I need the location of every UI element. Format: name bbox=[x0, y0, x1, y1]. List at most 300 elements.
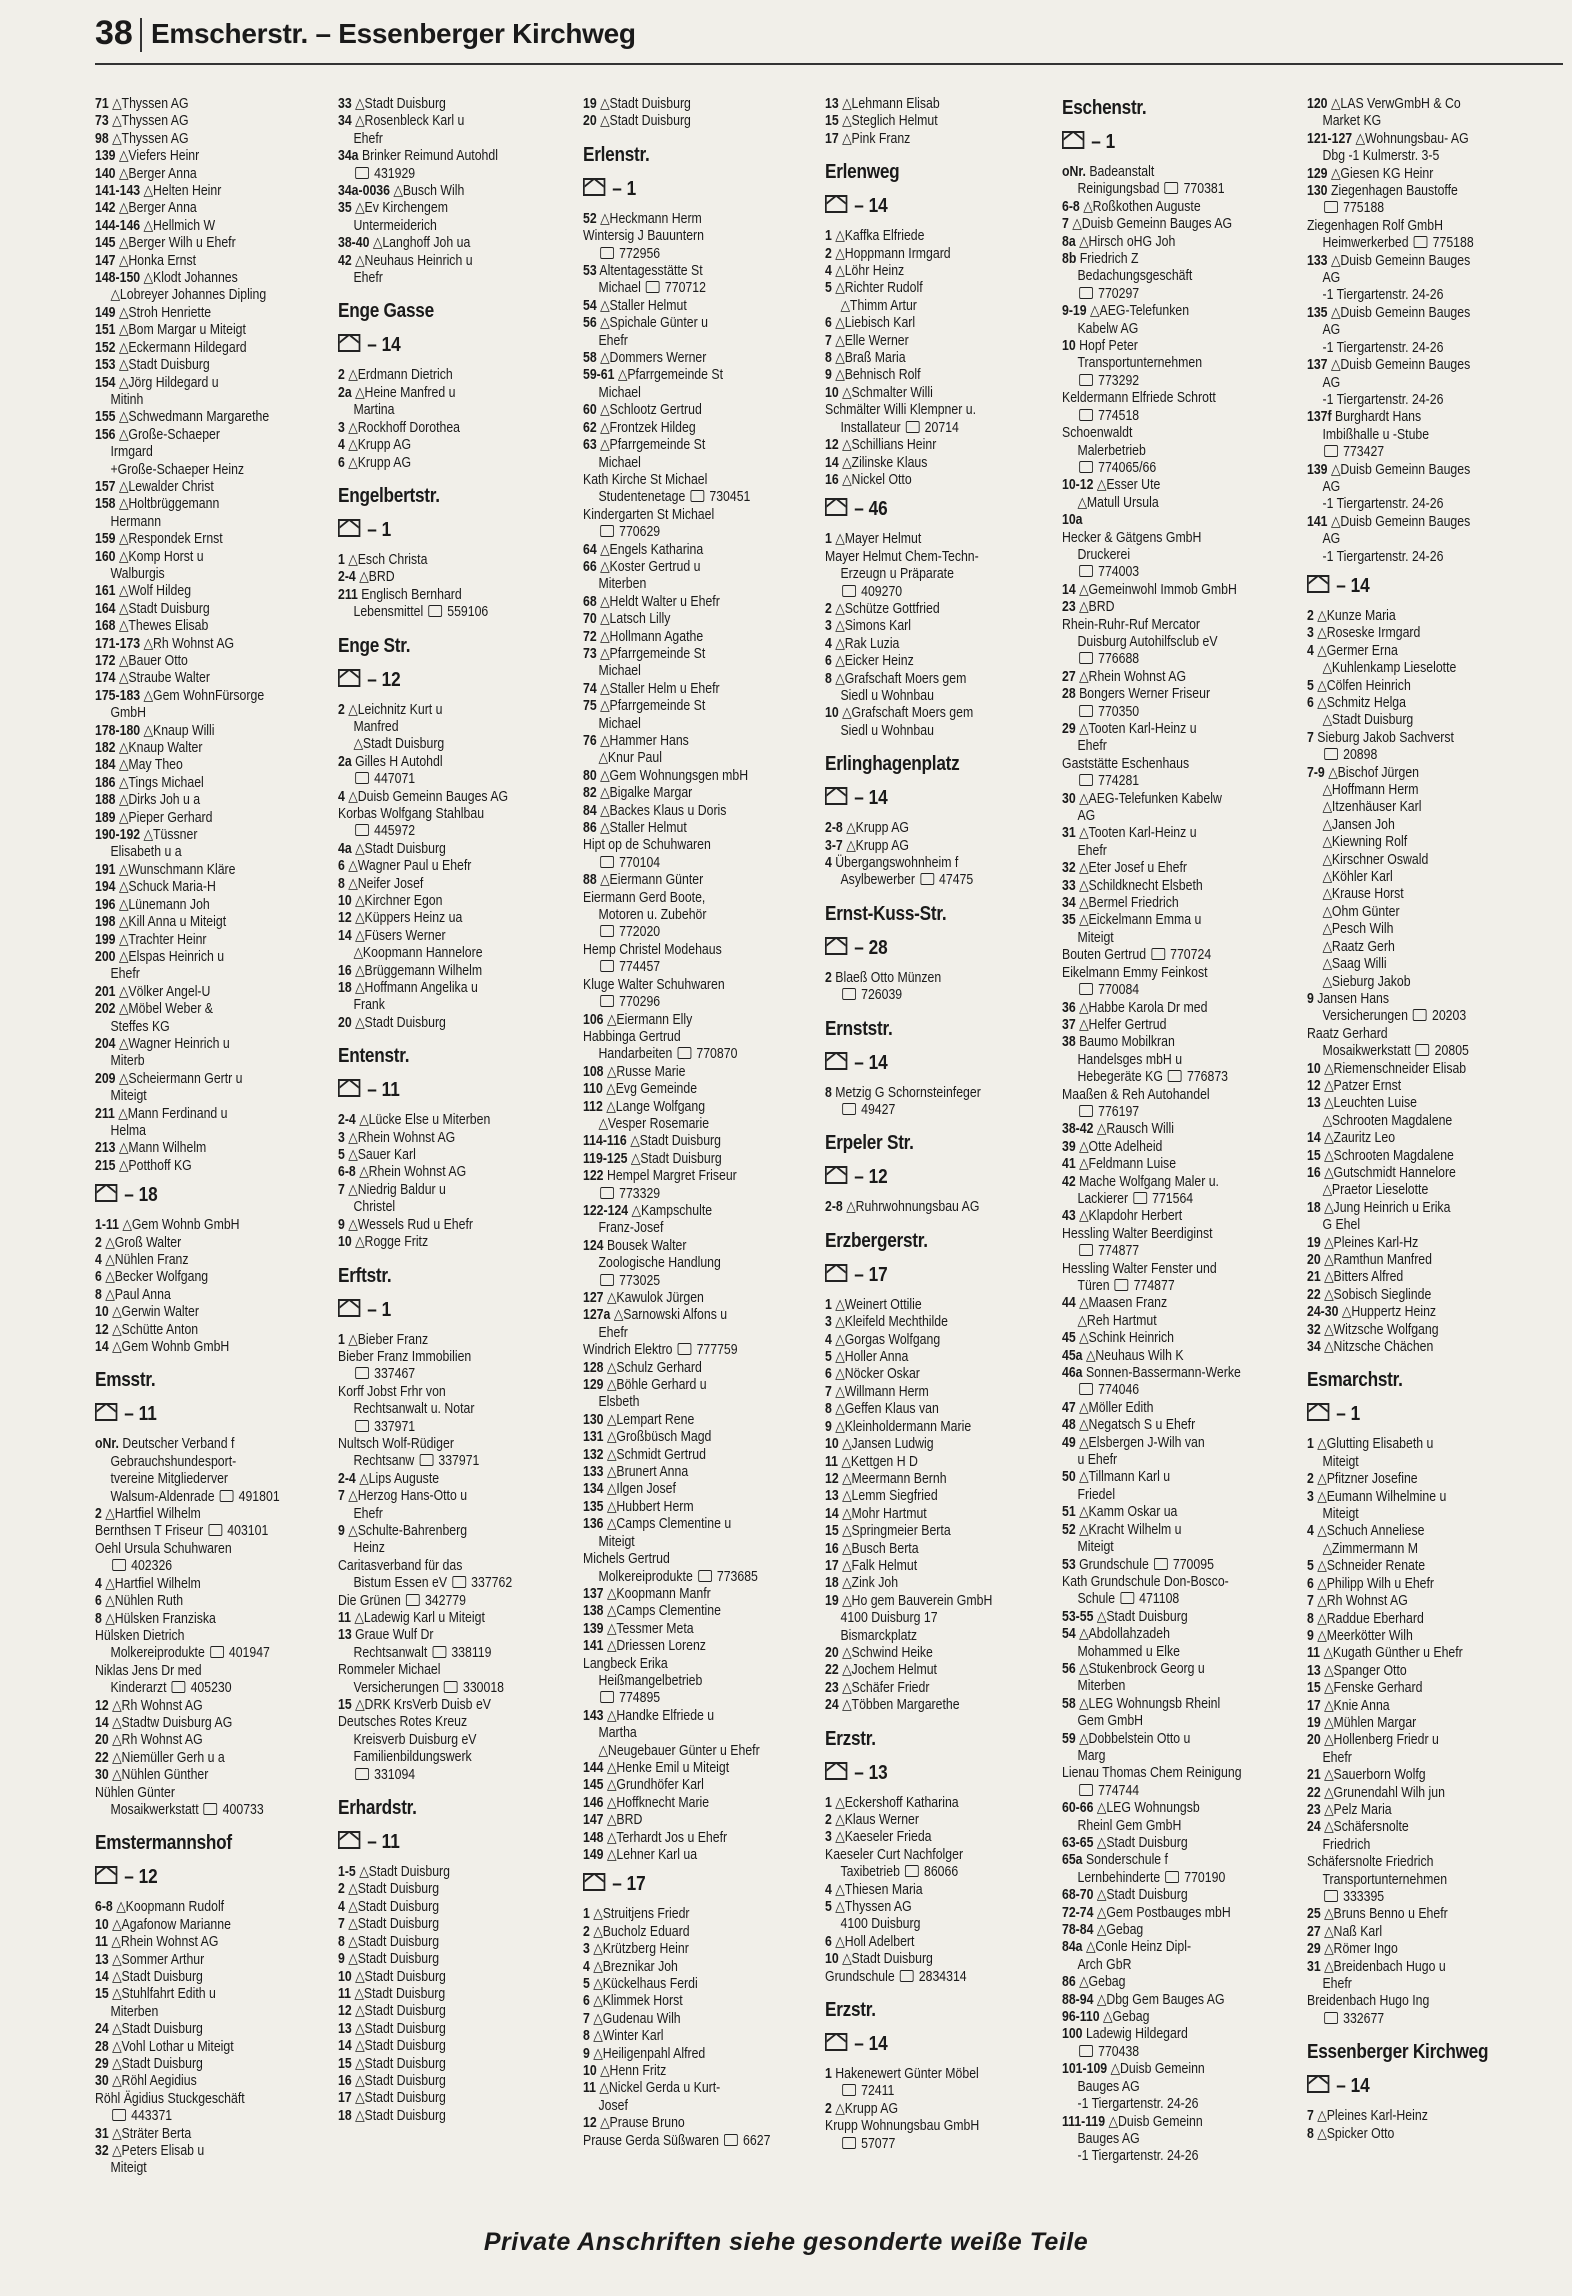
phone-number: 777759 bbox=[696, 1342, 738, 1359]
directory-entry bbox=[95, 1489, 291, 1506]
directory-entry bbox=[825, 549, 1021, 566]
house-number: 30 bbox=[95, 1767, 109, 1784]
entry-name: △Schwedmann Margarethe bbox=[118, 409, 270, 426]
directory-entry bbox=[825, 671, 1021, 688]
directory-entry bbox=[338, 385, 534, 402]
entry-continuation: -1 Tiergartenstr. 24-26 bbox=[1322, 339, 1444, 356]
directory-entry bbox=[1307, 1698, 1503, 1715]
house-number: 143 bbox=[583, 1707, 604, 1724]
directory-entry bbox=[95, 392, 291, 409]
envelope-icon bbox=[583, 1873, 605, 1891]
entry-name: △Spichale Günter u bbox=[600, 315, 708, 332]
house-number: 200 bbox=[95, 948, 116, 965]
directory-entry bbox=[1307, 2126, 1503, 2143]
directory-entry bbox=[825, 1314, 1021, 1331]
house-number: 23 bbox=[1062, 599, 1076, 616]
house-number: 144 bbox=[583, 1759, 604, 1776]
directory-entry bbox=[583, 298, 779, 315]
house-number: 62 bbox=[583, 419, 597, 436]
entry-name: Deutscher Verband f bbox=[122, 1436, 235, 1453]
directory-entry bbox=[825, 723, 1021, 740]
directory-entry bbox=[1062, 1974, 1258, 1991]
house-number: 2 bbox=[825, 600, 832, 617]
directory-entry bbox=[825, 584, 1021, 601]
entry-continuation: Familienbildungswerk bbox=[353, 1749, 472, 1766]
entry-name: △Schildknecht Elsbeth bbox=[1079, 877, 1203, 894]
directory-entry bbox=[1307, 1906, 1503, 1923]
directory-entry bbox=[1062, 2061, 1258, 2078]
entry-name: △Staller Helmut bbox=[600, 297, 687, 314]
entry-name: △Stadt Duisburg bbox=[354, 1985, 446, 2002]
directory-entry bbox=[95, 305, 291, 322]
entry-name: Kath Kirche St Michael bbox=[583, 471, 708, 488]
directory-entry bbox=[583, 367, 779, 384]
directory-entry bbox=[1062, 408, 1258, 425]
entry-name: Friedrich Z bbox=[1079, 251, 1139, 268]
phone-icon bbox=[112, 2109, 126, 2121]
directory-entry bbox=[1062, 199, 1258, 216]
house-number: 2 bbox=[825, 245, 832, 262]
house-number: 101-109 bbox=[1062, 2061, 1108, 2078]
directory-entry bbox=[338, 945, 534, 962]
directory-entry bbox=[825, 1199, 1021, 1216]
entry-name: △Brunert Anna bbox=[606, 1464, 689, 1481]
entry-name: △Rausch Willi bbox=[1096, 1121, 1174, 1138]
envelope-icon bbox=[825, 1264, 847, 1282]
directory-entry bbox=[338, 1366, 534, 1383]
directory-entry bbox=[583, 1481, 779, 1498]
directory-entry bbox=[95, 1322, 291, 1339]
phone-number: 770438 bbox=[1098, 2043, 1140, 2060]
entry-name: △Römer Ingo bbox=[1324, 1941, 1398, 1958]
house-number: 14 bbox=[1307, 1130, 1321, 1147]
house-number: 201 bbox=[95, 983, 116, 1000]
postal-district: – 1 bbox=[1307, 1402, 1503, 1426]
directory-entry bbox=[825, 385, 1021, 402]
directory-entry bbox=[1062, 1261, 1258, 1278]
entry-name: △Knaup Willi bbox=[143, 722, 215, 739]
directory-entry bbox=[825, 131, 1021, 148]
house-number: 15 bbox=[1307, 1147, 1321, 1164]
house-number: 72-74 bbox=[1062, 1904, 1094, 1921]
directory-entry bbox=[95, 340, 291, 357]
entry-name: Hempel Margret Friseur bbox=[606, 1168, 737, 1185]
entry-continuation: Rheinl Gem GmbH bbox=[1077, 1817, 1182, 1834]
house-number: 186 bbox=[95, 774, 116, 791]
house-number: 11 bbox=[338, 1985, 352, 2002]
directory-entry bbox=[825, 1419, 1021, 1436]
house-number: 157 bbox=[95, 478, 116, 495]
entry-name: △Schuck Maria-H bbox=[118, 879, 216, 896]
entry-name: △Knie Anna bbox=[1324, 1697, 1390, 1714]
house-number: 127 bbox=[583, 1290, 604, 1306]
entry-name: △Mayer Helmut bbox=[835, 531, 922, 548]
phone-icon bbox=[842, 988, 856, 1000]
entry-name: △Klapdohr Herbert bbox=[1079, 1208, 1183, 1225]
entry-continuation: Ehefr bbox=[110, 966, 140, 983]
directory-entry bbox=[1062, 651, 1258, 668]
directory-entry bbox=[583, 1812, 779, 1829]
directory-entry bbox=[583, 1830, 779, 1847]
house-number: 7 bbox=[338, 1181, 345, 1198]
directory-entry bbox=[1062, 1504, 1258, 1521]
house-number: 13 bbox=[825, 1488, 839, 1505]
directory-entry bbox=[95, 670, 291, 687]
directory-entry bbox=[1307, 1889, 1503, 1906]
house-number: 15 bbox=[338, 2055, 352, 2072]
phone-number: 559106 bbox=[447, 604, 489, 621]
directory-entry bbox=[583, 1151, 779, 1168]
postal-code: 1 bbox=[626, 177, 637, 200]
directory-entry bbox=[95, 688, 291, 705]
directory-entry bbox=[1307, 1182, 1503, 1199]
house-number: 108 bbox=[583, 1063, 604, 1080]
postal-code: 11 bbox=[138, 1403, 157, 1426]
entry-name: △Wagner Heinrich u bbox=[118, 1035, 230, 1052]
directory-entry bbox=[583, 1516, 779, 1533]
entry-name: △Schütze Gottfried bbox=[835, 600, 940, 617]
entry-name: △Stadt Duisburg bbox=[1096, 1835, 1188, 1851]
house-number: 6 bbox=[95, 1593, 102, 1610]
directory-entry bbox=[95, 444, 291, 461]
entry-name: Bieber Franz Immobilien bbox=[338, 1348, 472, 1365]
directory-entry bbox=[583, 263, 779, 280]
house-number: 50 bbox=[1062, 1469, 1076, 1486]
directory-entry bbox=[1062, 1052, 1258, 1069]
directory-entry bbox=[1307, 852, 1503, 869]
entry-continuation: Handarbeiten bbox=[598, 1046, 673, 1063]
entry-name: △Dbg Gem Bauges AG bbox=[1096, 1991, 1225, 2008]
entry-name: △Peters Elisab u bbox=[112, 2143, 205, 2160]
directory-entry bbox=[1307, 1148, 1503, 1165]
postal-district: – 14 bbox=[825, 194, 1021, 218]
entry-name: △Thyssen AG bbox=[112, 96, 189, 112]
entry-name: △Schäfer Friedr bbox=[842, 1679, 930, 1696]
house-number: 44 bbox=[1062, 1295, 1076, 1312]
directory-entry bbox=[583, 576, 779, 593]
house-number: 199 bbox=[95, 931, 116, 948]
entry-name: △Frontzek Hildeg bbox=[600, 419, 696, 436]
entry-name: △Jung Heinrich u Erika bbox=[1324, 1199, 1451, 1216]
page-header bbox=[95, 14, 1565, 62]
phone-icon bbox=[1154, 1558, 1168, 1570]
postal-code: 11 bbox=[381, 1079, 400, 1102]
directory-entry bbox=[1307, 1078, 1503, 1095]
directory-entry bbox=[583, 1029, 779, 1046]
directory-entry bbox=[825, 1454, 1021, 1471]
house-number: 149 bbox=[583, 1847, 604, 1863]
house-number: 13 bbox=[1307, 1095, 1321, 1112]
postal-district: – 11 bbox=[338, 1830, 534, 1854]
house-number: 59 bbox=[1062, 1730, 1076, 1747]
house-number: 71 bbox=[95, 96, 109, 112]
house-number: 137 bbox=[1307, 357, 1328, 374]
house-number: 21 bbox=[1307, 1767, 1321, 1784]
entry-continuation: △Ohm Günter bbox=[1322, 903, 1400, 920]
phone-icon bbox=[112, 1559, 126, 1571]
house-number: 6-8 bbox=[95, 1899, 113, 1916]
directory-entry bbox=[1307, 357, 1503, 374]
directory-entry bbox=[825, 1899, 1021, 1916]
entry-name: Blaeß Otto Münzen bbox=[835, 969, 942, 986]
directory-entry bbox=[338, 1558, 534, 1575]
entry-name: △Nitzsche Chächen bbox=[1324, 1339, 1434, 1356]
house-number: 4 bbox=[825, 263, 832, 280]
directory-entry bbox=[338, 1714, 534, 1731]
directory-entry bbox=[583, 2011, 779, 2028]
house-number: 4 bbox=[1307, 1523, 1314, 1540]
house-number: 202 bbox=[95, 1001, 116, 1018]
entry-continuation: tvereine Mitgliederver bbox=[110, 1471, 229, 1488]
directory-entry bbox=[95, 514, 291, 531]
entry-name: △Glutting Elisabeth u bbox=[1317, 1436, 1434, 1453]
entry-name: △Holl Adelbert bbox=[835, 1933, 915, 1950]
phone-number: 770297 bbox=[1098, 285, 1140, 302]
directory-entry bbox=[1307, 340, 1503, 357]
directory-entry bbox=[1062, 390, 1258, 407]
envelope-icon bbox=[338, 1079, 360, 1097]
entry-name: △Lemm Siegfried bbox=[842, 1488, 938, 1505]
directory-entry bbox=[1307, 1628, 1503, 1645]
house-number: 215 bbox=[95, 1157, 116, 1174]
entry-continuation: Molkereiprodukte bbox=[110, 1645, 205, 1662]
directory-entry bbox=[1062, 1522, 1258, 1539]
directory-entry bbox=[338, 1627, 534, 1644]
page-number: 38 bbox=[95, 14, 133, 52]
directory-entry bbox=[1307, 409, 1503, 426]
house-number: 2 bbox=[825, 969, 832, 986]
entry-name: △Neifer Josef bbox=[348, 875, 424, 892]
entry-name: △Staller Helmut bbox=[600, 820, 687, 837]
postal-district: – 1 bbox=[1062, 130, 1258, 154]
entry-name: △Großbüsch Magd bbox=[606, 1429, 712, 1446]
entry-name: △Gem Wohnb GmbH bbox=[122, 1217, 240, 1234]
house-number: 189 bbox=[95, 809, 116, 826]
directory-entry bbox=[95, 1158, 291, 1175]
entry-continuation: -1 Tiergartenstr. 24-26 bbox=[1322, 287, 1444, 304]
directory-entry bbox=[338, 218, 534, 235]
entry-name: △Schrooten Magdalene bbox=[1324, 1147, 1454, 1164]
entry-name: △LEG Wohnungsb Rheinl bbox=[1079, 1695, 1221, 1712]
entry-name: △Neuhaus Heinrich u bbox=[355, 252, 473, 269]
house-number: 5 bbox=[1307, 677, 1314, 694]
house-number: 1 bbox=[825, 531, 832, 548]
directory-entry bbox=[95, 1576, 291, 1593]
directory-entry bbox=[95, 1969, 291, 1986]
house-number: 9 bbox=[583, 2045, 590, 2062]
entry-name: △Duisb Gemeinn Bauges bbox=[1330, 357, 1471, 374]
directory-entry bbox=[1307, 1924, 1503, 1941]
house-number: 12 bbox=[95, 1321, 109, 1338]
entry-name: △Cölfen Heinrich bbox=[1317, 677, 1411, 694]
entry-name: △Ev Kirchengem bbox=[355, 200, 448, 217]
entry-name: △Kracht Wilhelm u bbox=[1079, 1521, 1182, 1538]
phone-icon bbox=[444, 1681, 458, 1693]
phone-number: 770350 bbox=[1098, 703, 1140, 720]
phone-number: 772020 bbox=[619, 924, 661, 941]
directory-entry bbox=[583, 803, 779, 820]
house-number: 135 bbox=[1307, 304, 1328, 321]
directory-entry bbox=[1307, 608, 1503, 625]
directory-entry bbox=[1062, 1591, 1258, 1608]
phone-number: 773685 bbox=[716, 1568, 758, 1585]
entry-name: △Pleines Karl-Hz bbox=[1324, 1234, 1419, 1251]
entry-name: △Zauritz Leo bbox=[1324, 1130, 1396, 1147]
directory-entry bbox=[338, 1680, 534, 1697]
street-heading: Enge Gasse bbox=[338, 300, 434, 323]
phone-icon bbox=[1324, 2012, 1338, 2024]
house-number: 6 bbox=[1307, 1575, 1314, 1592]
street-heading: Erhardstr. bbox=[338, 1797, 417, 1820]
phone-number: 773292 bbox=[1098, 372, 1140, 389]
directory-entry bbox=[1307, 1959, 1503, 1976]
entry-name: △Stadt Duisburg bbox=[355, 2055, 446, 2072]
entry-name: △Pink Franz bbox=[842, 130, 911, 147]
entry-name: △Rh Wohnst AG bbox=[112, 1697, 203, 1714]
postal-district: – 14 bbox=[338, 333, 534, 357]
directory-entry bbox=[95, 740, 291, 757]
directory-entry bbox=[583, 2046, 779, 2063]
entry-continuation: Elisabeth u a bbox=[110, 844, 182, 861]
entry-name: Badeanstalt bbox=[1089, 164, 1155, 180]
directory-entry bbox=[825, 228, 1021, 245]
entry-name: △Kawulok Jürgen bbox=[606, 1290, 704, 1306]
directory-entry bbox=[825, 1829, 1021, 1846]
entry-name: △Stadtw Duisburg AG bbox=[112, 1714, 233, 1731]
directory-entry bbox=[338, 1575, 534, 1592]
phone-icon bbox=[1168, 1070, 1182, 1082]
directory-entry bbox=[1062, 860, 1258, 877]
directory-entry bbox=[95, 1304, 291, 1321]
envelope-icon bbox=[825, 1166, 847, 1184]
directory-entry bbox=[95, 270, 291, 287]
entry-name: Jansen Hans bbox=[1317, 990, 1390, 1007]
directory-entry bbox=[1307, 817, 1503, 834]
directory-entry bbox=[1307, 921, 1503, 938]
directory-entry bbox=[825, 96, 1021, 113]
directory-entry bbox=[583, 1777, 779, 1794]
house-number: 2 bbox=[583, 1923, 590, 1940]
directory-entry bbox=[338, 604, 534, 621]
directory-entry bbox=[338, 1767, 534, 1784]
entry-name: △May Theo bbox=[118, 757, 183, 774]
directory-entry bbox=[1307, 1802, 1503, 1819]
entry-name: △Lehner Karl ua bbox=[606, 1847, 698, 1863]
house-number: 38-40 bbox=[338, 235, 370, 252]
house-number: 28 bbox=[95, 2038, 109, 2055]
entry-name: Hessling Walter Beerdiginst bbox=[1062, 1225, 1213, 1242]
phone-number: 774003 bbox=[1098, 564, 1140, 581]
house-number: 82 bbox=[583, 785, 597, 802]
directory-entry bbox=[583, 280, 779, 297]
house-number: 7 bbox=[1307, 1593, 1314, 1610]
entry-name: △Hartfiel Wilhelm bbox=[105, 1575, 201, 1592]
phone-number: 770190 bbox=[1184, 1869, 1226, 1886]
directory-entry bbox=[583, 1993, 779, 2010]
entry-continuation: Malerbetrieb bbox=[1077, 442, 1146, 459]
directory-entry bbox=[583, 1621, 779, 1638]
entry-name: △Stadt Duisburg bbox=[355, 96, 446, 112]
directory-entry bbox=[338, 367, 534, 384]
entry-name: △Hartfiel Wilhelm bbox=[105, 1506, 201, 1523]
directory-entry bbox=[1307, 253, 1503, 270]
entry-name: △Nühlen Franz bbox=[105, 1252, 189, 1268]
house-number: 20 bbox=[583, 113, 597, 130]
entry-name: △Sarnowski Alfons u bbox=[613, 1307, 728, 1324]
house-number: 1 bbox=[1307, 1436, 1314, 1453]
directory-entry bbox=[825, 688, 1021, 705]
directory-entry bbox=[95, 862, 291, 879]
directory-columns bbox=[95, 96, 1560, 2236]
entry-name: △Koopmann Rudolf bbox=[116, 1899, 225, 1916]
entry-name: △Stadt Duisburg bbox=[348, 1951, 440, 1968]
entry-name: △Stadt Duisburg bbox=[600, 113, 691, 130]
directory-entry bbox=[338, 1610, 534, 1627]
envelope-icon bbox=[338, 1299, 360, 1317]
directory-entry bbox=[1307, 1061, 1503, 1078]
entry-name: △Russe Marie bbox=[606, 1063, 686, 1080]
entry-continuation: Michael bbox=[598, 663, 641, 680]
entry-name: △AEG-Telefunken bbox=[1090, 303, 1190, 320]
entry-name: △Riemenschneider Elisab bbox=[1324, 1060, 1467, 1077]
entry-name: △Stadt Duisburg bbox=[348, 1916, 440, 1933]
phone-icon bbox=[600, 1187, 614, 1199]
house-number: 5 bbox=[1307, 1558, 1314, 1575]
entry-continuation: Mohammed u Elke bbox=[1077, 1643, 1180, 1660]
postal-code: 17 bbox=[626, 1873, 646, 1896]
entry-continuation: AG bbox=[1077, 808, 1096, 825]
directory-entry bbox=[1062, 338, 1258, 355]
phone-number: 409270 bbox=[861, 583, 903, 600]
postal-code: 1 bbox=[381, 1298, 392, 1321]
directory-entry bbox=[825, 1697, 1021, 1714]
entry-continuation: Steffes KG bbox=[110, 1018, 170, 1035]
house-number: 11 bbox=[95, 1934, 109, 1951]
phone-icon bbox=[1324, 201, 1338, 213]
phone-number: 770629 bbox=[619, 524, 661, 541]
house-number: 18 bbox=[1307, 1199, 1321, 1216]
directory-entry bbox=[338, 1593, 534, 1610]
house-number: 148-150 bbox=[95, 270, 141, 287]
directory-entry bbox=[1307, 496, 1503, 513]
entry-name: △Liebisch Karl bbox=[835, 315, 916, 332]
directory-entry bbox=[825, 653, 1021, 670]
street-heading: Erftstr. bbox=[338, 1264, 392, 1287]
house-number: 12 bbox=[338, 2003, 352, 2020]
entry-name: △Küppers Heinz ua bbox=[355, 910, 463, 927]
directory-entry bbox=[1062, 1609, 1258, 1626]
house-number: 2a bbox=[338, 753, 352, 770]
house-number: 70 bbox=[583, 611, 597, 628]
envelope-icon bbox=[338, 519, 360, 537]
house-number: 14 bbox=[825, 1505, 839, 1522]
house-number: 56 bbox=[583, 315, 597, 332]
house-number: 13 bbox=[825, 96, 839, 112]
entry-name: Kath Grundschule Don-Bosco- bbox=[1062, 1573, 1229, 1590]
directory-entry bbox=[95, 1680, 291, 1697]
postal-code: 18 bbox=[138, 1184, 158, 1207]
entry-continuation: Erzeugn u Präparate bbox=[840, 566, 954, 583]
directory-entry bbox=[1307, 1767, 1503, 1784]
directory-entry bbox=[825, 1662, 1021, 1679]
house-number: 64 bbox=[583, 541, 597, 558]
directory-entry bbox=[825, 566, 1021, 583]
house-number: 4 bbox=[825, 635, 832, 652]
phone-icon bbox=[1079, 409, 1093, 421]
house-number: 53 bbox=[1062, 1556, 1076, 1573]
directory-entry bbox=[583, 1673, 779, 1690]
directory-entry bbox=[583, 211, 779, 228]
